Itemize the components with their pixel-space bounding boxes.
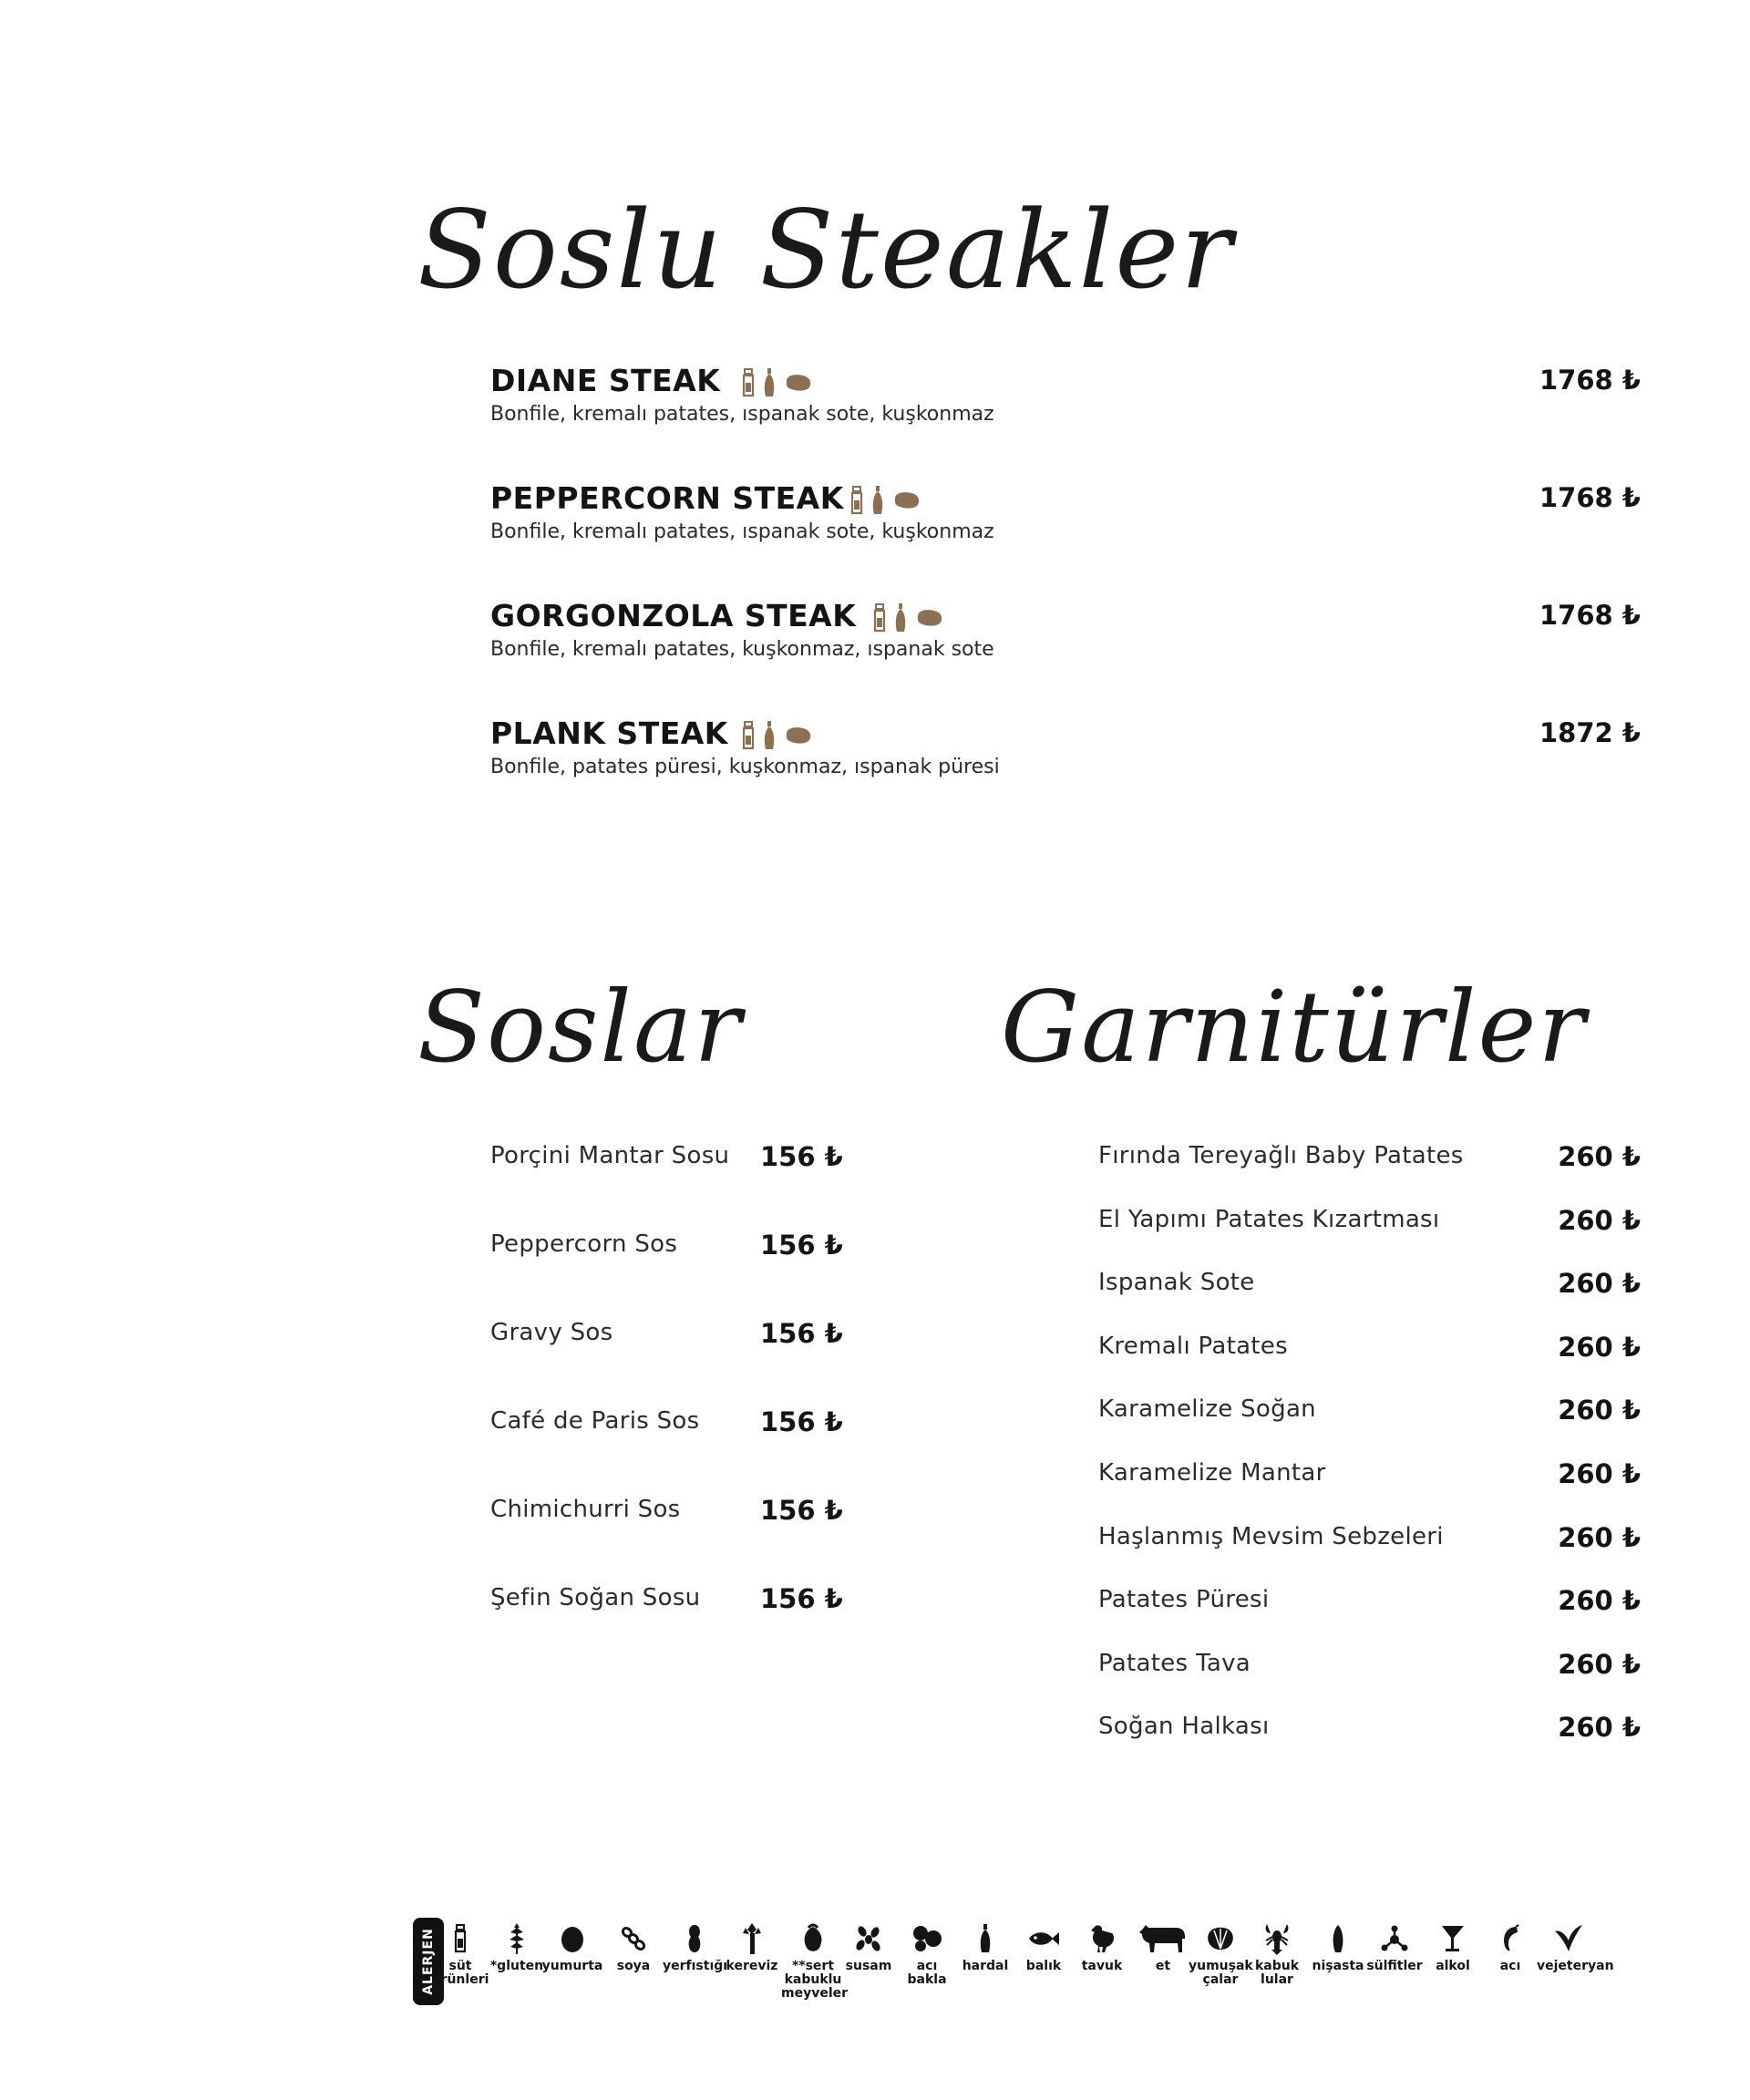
allergen-legend-label: tavuk	[1081, 1959, 1123, 1973]
allergen-legend-label: yumuşak çalar	[1189, 1959, 1253, 1987]
steak-item	[490, 598, 1641, 680]
section-title-sauces: Soslar	[417, 971, 743, 1085]
starch-icon	[1306, 1921, 1370, 1956]
mustard-icon	[894, 602, 907, 633]
section-title-sides: Garnitürler	[1001, 971, 1588, 1085]
side-price: 260 ₺	[1558, 1585, 1641, 1617]
steak-price: 1768 ₺	[1539, 365, 1641, 396]
side-name: Haşlanmış Mevsim Sebzeleri	[1098, 1522, 1444, 1550]
sauce-name: Şefin Soğan Sosu	[490, 1584, 701, 1611]
allergen-legend-label: acı bakla	[907, 1959, 947, 1987]
mustard-icon	[763, 367, 776, 398]
milk-bottle-icon	[742, 368, 755, 397]
allergen-legend-item	[895, 1921, 959, 1987]
sauce-name: Peppercorn Sos	[490, 1230, 678, 1258]
steak-description: Bonfile, kremalı patates, ıspanak sote, kuşkonmaz	[490, 403, 994, 426]
allergen-legend-item	[1245, 1921, 1309, 1987]
milk-bottle-icon	[742, 721, 755, 750]
allergen-legend-item	[720, 1921, 784, 1973]
steak-allergen-icons	[742, 366, 813, 399]
sauce-price: 156 ₺	[760, 1495, 843, 1526]
side-name: Soğan Halkası	[1098, 1713, 1270, 1741]
allergen-legend-label: yumurta	[541, 1959, 603, 1973]
steak-allergen-icons	[850, 484, 921, 517]
side-price: 260 ₺	[1558, 1204, 1641, 1236]
allergen-legend-item	[1131, 1921, 1195, 1973]
lupin-icon	[895, 1921, 959, 1956]
allergen-legend-item	[663, 1921, 726, 1973]
side-name: Ispanak Sote	[1098, 1269, 1255, 1297]
wheat-icon	[485, 1921, 549, 1956]
steak-name: GORGONZOLA STEAK	[490, 598, 857, 633]
steak-description: Bonfile, patates püresi, kuşkonmaz, ıspanak püresi	[490, 756, 1000, 778]
sauce-price: 156 ₺	[760, 1406, 843, 1437]
chili-icon	[1478, 1921, 1542, 1956]
allergen-legend-label: nişasta	[1312, 1959, 1364, 1973]
allergen-legend-label: kereviz	[726, 1959, 778, 1973]
sauce-price: 156 ₺	[760, 1230, 843, 1261]
sauce-name: Chimichurri Sos	[490, 1496, 681, 1523]
allergen-legend-item	[540, 1921, 604, 1973]
steak-description: Bonfile, kremalı patates, kuşkonmaz, ıspanak sote	[490, 638, 994, 661]
allergen-legend-label: susam	[845, 1959, 892, 1973]
nut-icon	[781, 1921, 845, 1956]
cow-icon	[1131, 1921, 1195, 1956]
meat-icon	[784, 373, 813, 393]
sauce-price: 156 ₺	[760, 1318, 843, 1349]
vegetarian-icon	[1537, 1921, 1601, 1956]
section-title-sauced-steaks: Soslu Steakler	[417, 187, 1234, 313]
allergen-legend-item	[1189, 1921, 1252, 1987]
sesame-icon	[837, 1921, 901, 1956]
steak-name: PLANK STEAK	[490, 715, 728, 751]
allergen-legend-label: **sert kabuklu meyveler	[781, 1959, 849, 2001]
sauce-price: 156 ₺	[760, 1583, 843, 1614]
allergen-legend-item	[428, 1921, 492, 1987]
side-price: 260 ₺	[1558, 1521, 1641, 1553]
allergen-legend-item	[837, 1921, 901, 1973]
milk-bottle-icon	[850, 486, 863, 515]
allergen-legend-label: sülfitler	[1366, 1959, 1423, 1973]
sauce-name: Café de Paris Sos	[490, 1407, 700, 1435]
sauce-price: 156 ₺	[760, 1141, 843, 1172]
steak-item	[490, 363, 1641, 445]
side-name: Karamelize Mantar	[1098, 1459, 1326, 1487]
allergen-legend-label: alkol	[1436, 1959, 1470, 1973]
sulphite-icon	[1363, 1921, 1426, 1956]
side-name: El Yapımı Patates Kızartması	[1098, 1205, 1440, 1233]
side-name: Patates Tava	[1098, 1649, 1251, 1677]
allergen-legend-item	[485, 1921, 549, 1973]
side-price: 260 ₺	[1558, 1458, 1641, 1489]
milk-bottle-icon	[428, 1921, 492, 1956]
allergen-legend-item	[1478, 1921, 1542, 1973]
meat-icon	[784, 726, 813, 746]
mustard-icon	[953, 1921, 1017, 1956]
mustard-icon	[871, 485, 884, 516]
meat-icon	[915, 608, 944, 628]
milk-bottle-icon	[873, 603, 886, 633]
allergen-legend-label: soya	[616, 1959, 651, 1973]
allergen-legend-item	[1537, 1921, 1614, 1973]
lobster-icon	[1245, 1921, 1309, 1956]
allergen-legend-label: vejeteryan	[1537, 1959, 1614, 1973]
allergen-legend-item	[781, 1921, 849, 2001]
fish-icon	[1012, 1921, 1076, 1956]
allergen-legend-label: hardal	[962, 1959, 1009, 1973]
side-name: Kremalı Patates	[1098, 1332, 1288, 1360]
allergen-legend-item	[1306, 1921, 1370, 1973]
allergen-legend-label: *gluten	[489, 1959, 544, 1973]
allergen-legend-label: kabuk lular	[1254, 1959, 1300, 1987]
side-name: Patates Püresi	[1098, 1586, 1270, 1614]
soy-icon	[602, 1921, 665, 1956]
allergen-legend-item	[602, 1921, 665, 1973]
allergen-legend-label: balık	[1025, 1959, 1062, 1973]
mollusc-icon	[1189, 1921, 1252, 1956]
allergen-legend-item	[1012, 1921, 1076, 1973]
side-price: 260 ₺	[1558, 1648, 1641, 1680]
allergen-legend-item	[953, 1921, 1017, 1973]
allergen-legend-label: süt ürünleri	[431, 1959, 489, 1987]
allergen-legend-item	[1421, 1921, 1485, 1973]
steak-price: 1768 ₺	[1539, 600, 1641, 631]
steak-price: 1768 ₺	[1539, 482, 1641, 513]
egg-icon	[540, 1921, 604, 1956]
allergen-legend-item	[1363, 1921, 1426, 1973]
celery-icon	[720, 1921, 784, 1956]
side-price: 260 ₺	[1558, 1712, 1641, 1744]
side-name: Karamelize Soğan	[1098, 1395, 1316, 1424]
steak-name: PEPPERCORN STEAK	[490, 480, 844, 516]
steak-price: 1872 ₺	[1539, 717, 1641, 748]
allergen-legend-label: et	[1155, 1959, 1171, 1973]
side-price: 260 ₺	[1558, 1395, 1641, 1426]
steak-description: Bonfile, kremalı patates, ıspanak sote, kuşkonmaz	[490, 520, 994, 543]
chicken-icon	[1070, 1921, 1134, 1956]
side-price: 260 ₺	[1558, 1141, 1641, 1172]
allergen-legend-label: acı	[1499, 1959, 1521, 1973]
steak-item	[490, 480, 1641, 562]
side-name: Fırında Tereyağlı Baby Patates	[1098, 1142, 1464, 1169]
side-price: 260 ₺	[1558, 1268, 1641, 1300]
meat-icon	[892, 490, 921, 510]
allergen-legend-title: ALERJEN	[421, 1928, 436, 1995]
mustard-icon	[763, 720, 776, 751]
peanut-icon	[663, 1921, 726, 1956]
allergen-legend-label: yerfıstığı	[663, 1959, 728, 1973]
cocktail-icon	[1421, 1921, 1485, 1956]
steak-item	[490, 715, 1641, 798]
sauce-name: Porçini Mantar Sosu	[490, 1142, 730, 1169]
steak-allergen-icons	[873, 602, 944, 634]
allergen-legend-item	[1070, 1921, 1134, 1973]
sauce-name: Gravy Sos	[490, 1319, 613, 1346]
steak-name: DIANE STEAK	[490, 363, 721, 398]
steak-allergen-icons	[742, 719, 813, 752]
side-price: 260 ₺	[1558, 1331, 1641, 1363]
